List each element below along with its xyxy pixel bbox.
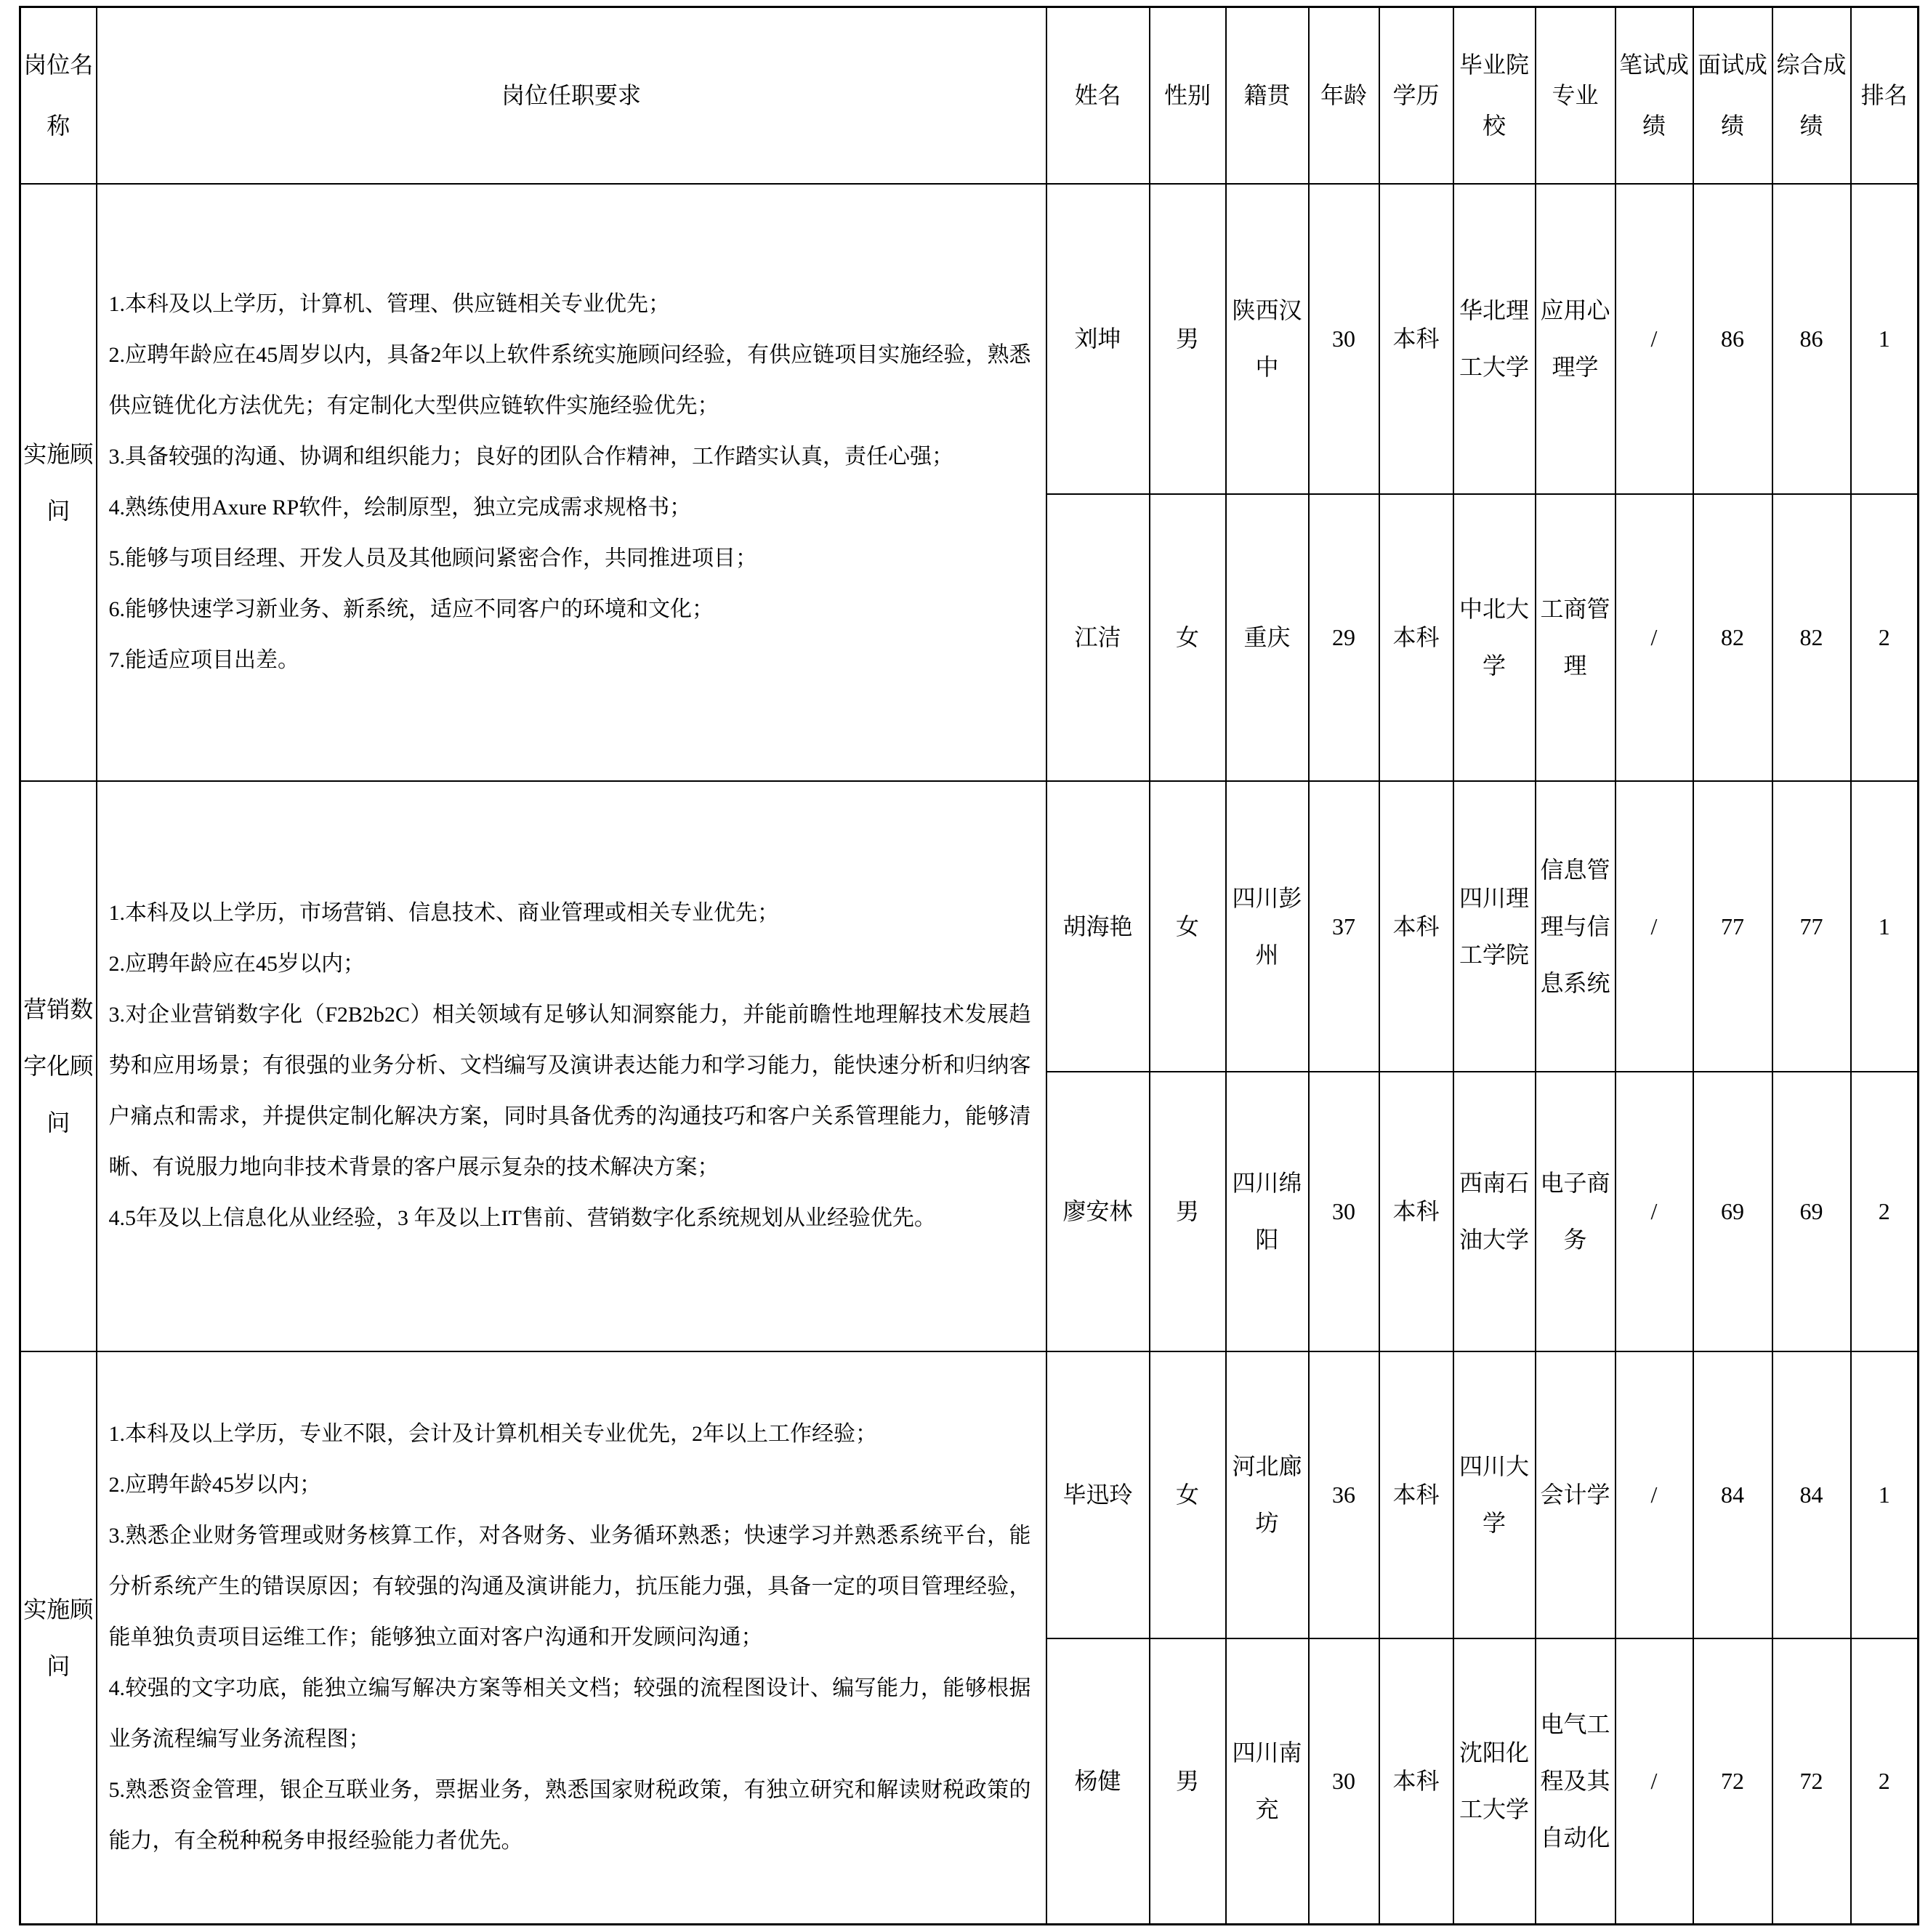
cell-school: 中北大学 [1453,494,1536,781]
cell-overall-score: 77 [1772,781,1851,1072]
cell-hometown: 四川绵阳 [1226,1072,1309,1351]
cell-written-score: / [1616,1638,1693,1925]
cell-overall-score: 82 [1772,494,1851,781]
cell-overall-score: 69 [1772,1072,1851,1351]
cell-age: 29 [1309,494,1379,781]
requirement-item: 6.能够快速学习新业务、新系统，适应不同客户的环境和文化； [108,597,714,621]
cell-major: 电子商务 [1536,1072,1616,1351]
col-header-name: 姓名 [1046,7,1150,184]
requirement-item: 3.熟悉企业财务管理或财务核算工作，对各财务、业务循环熟悉；快速学习并熟悉系统平台，能分析系统产生的错误原因；有较强的沟通及演讲能力，抗压能力强，具备一定的项目管理经验，能单独负责项目运维工作；能够独立面对客户沟通和开发顾问沟通； [108,1523,1031,1649]
cell-rank: 1 [1851,1351,1919,1638]
cell-gender: 男 [1150,1638,1226,1925]
requirement-item: 1.本科及以上学历，计算机、管理、供应链相关专业优先； [108,291,670,316]
cell-age: 30 [1309,1638,1379,1925]
table-row [20,1351,1919,1638]
cell-hometown: 重庆 [1226,494,1309,781]
cell-interview-score: 72 [1693,1638,1772,1925]
cell-overall-score: 84 [1772,1351,1851,1638]
cell-major: 电气工程及其自动化 [1536,1638,1616,1925]
cell-gender: 女 [1150,494,1226,781]
cell-school: 四川大学 [1453,1351,1536,1638]
cell-gender: 男 [1150,184,1226,494]
cell-major: 会计学 [1536,1351,1616,1638]
cell-rank: 1 [1851,184,1919,494]
cell-age: 36 [1309,1351,1379,1638]
requirement-item: 2.应聘年龄应在45周岁以内，具备2年以上软件系统实施顾问经验，有供应链项目实施经验，熟悉供应链优化方法优先；有定制化大型供应链软件实施经验优先； [108,342,1031,418]
cell-name: 刘坤 [1046,184,1150,494]
requirement-item: 3.对企业营销数字化（F2B2b2C）相关领域有足够认知洞察能力，并能前瞻性地理解技术发展趋势和应用场景；有很强的业务分析、文档编写及演讲表达能力和学习能力，能快速分析和归纳客户痛点和需求，并提供定制化解决方案，同时具备优秀的沟通技巧和客户关系管理能力，能够清晰、有说服力地向非技术背景的客户展示复杂的技术解决方案； [108,1003,1031,1179]
requirement-item: 2.应聘年龄45岁以内； [108,1472,321,1497]
requirement-item: 5.能够与项目经理、开发人员及其他顾问紧密合作，共同推进项目； [108,546,757,570]
requirement-item: 4.熟练使用Axure RP软件，绘制原型，独立完成需求规格书； [108,495,692,520]
col-header-rank: 排名 [1851,7,1919,184]
header-row [20,7,1919,184]
cell-overall-score: 72 [1772,1638,1851,1925]
cell-gender: 男 [1150,1072,1226,1351]
col-header-education: 学历 [1379,7,1453,184]
col-header-gender: 性别 [1150,7,1226,184]
cell-written-score: / [1616,781,1693,1072]
col-header-interview-score: 面试成绩 [1693,7,1772,184]
cell-interview-score: 86 [1693,184,1772,494]
cell-major: 信息管理与信息系统 [1536,781,1616,1072]
cell-school: 四川理工学院 [1453,781,1536,1072]
requirement-item: 7.能适应项目出差。 [108,647,299,672]
cell-interview-score: 69 [1693,1072,1772,1351]
cell-rank: 2 [1851,1638,1919,1925]
cell-name: 杨健 [1046,1638,1150,1925]
cell-education: 本科 [1379,781,1453,1072]
col-header-hometown: 籍贯 [1226,7,1309,184]
cell-rank: 2 [1851,1072,1919,1351]
cell-gender: 女 [1150,1351,1226,1638]
cell-hometown: 四川南充 [1226,1638,1309,1925]
cell-name: 廖安林 [1046,1072,1150,1351]
requirement-item: 3.具备较强的沟通、协调和组织能力；良好的团队合作精神，工作踏实认真，责任心强； [108,444,953,469]
position-requirements-cell [97,1351,1046,1925]
position-name-cell: 实施顾问 [20,1351,97,1925]
cell-major: 应用心理学 [1536,184,1616,494]
cell-education: 本科 [1379,494,1453,781]
col-header-position: 岗位名称 [20,7,97,184]
cell-school: 华北理工大学 [1453,184,1536,494]
cell-education: 本科 [1379,1638,1453,1925]
col-header-overall-score: 综合成绩 [1772,7,1851,184]
cell-written-score: / [1616,1072,1693,1351]
requirement-item: 5.熟悉资金管理，银企互联业务，票据业务，熟悉国家财税政策，有独立研究和解读财税政策的能力，有全税种税务申报经验能力者优先。 [108,1777,1031,1853]
cell-school: 西南石油大学 [1453,1072,1536,1351]
cell-written-score: / [1616,494,1693,781]
cell-age: 30 [1309,1072,1379,1351]
cell-hometown: 陕西汉中 [1226,184,1309,494]
cell-age: 37 [1309,781,1379,1072]
position-name-cell: 营销数字化顾问 [20,781,97,1351]
cell-name: 江洁 [1046,494,1150,781]
table-row [20,184,1919,494]
cell-education: 本科 [1379,184,1453,494]
requirement-item: 4.较强的文字功底，能独立编写解决方案等相关文档；较强的流程图设计、编写能力，能够根据业务流程编写业务流程图； [108,1676,1031,1751]
cell-hometown: 四川彭州 [1226,781,1309,1072]
cell-hometown: 河北廊坊 [1226,1351,1309,1638]
cell-education: 本科 [1379,1072,1453,1351]
cell-interview-score: 77 [1693,781,1772,1072]
position-requirements-cell [97,781,1046,1351]
col-header-major: 专业 [1536,7,1616,184]
cell-interview-score: 82 [1693,494,1772,781]
cell-written-score: / [1616,184,1693,494]
requirement-item: 4.5年及以上信息化从业经验，3 年及以上IT售前、营销数字化系统规划从业经验优先。 [108,1206,936,1230]
cell-interview-score: 84 [1693,1351,1772,1638]
table-row [20,781,1919,1072]
cell-name: 毕迅玲 [1046,1351,1150,1638]
cell-overall-score: 86 [1772,184,1851,494]
col-header-school: 毕业院校 [1453,7,1536,184]
cell-gender: 女 [1150,781,1226,1072]
cell-rank: 1 [1851,781,1919,1072]
col-header-requirements: 岗位任职要求 [97,7,1046,184]
requirement-item: 2.应聘年龄应在45岁以内； [108,952,365,976]
cell-major: 工商管理 [1536,494,1616,781]
cell-education: 本科 [1379,1351,1453,1638]
cell-rank: 2 [1851,494,1919,781]
col-header-age: 年龄 [1309,7,1379,184]
cell-age: 30 [1309,184,1379,494]
col-header-written-score: 笔试成绩 [1616,7,1693,184]
requirement-item: 1.本科及以上学历，专业不限，会计及计算机相关专业优先，2年以上工作经验； [108,1421,877,1446]
position-name-cell: 实施顾问 [20,184,97,781]
cell-written-score: / [1616,1351,1693,1638]
requirement-item: 1.本科及以上学历，市场营销、信息技术、商业管理或相关专业优先； [108,901,779,925]
cell-school: 沈阳化工大学 [1453,1638,1536,1925]
cell-name: 胡海艳 [1046,781,1150,1072]
position-requirements-cell [97,184,1046,781]
recruitment-results-table [19,6,1919,1925]
